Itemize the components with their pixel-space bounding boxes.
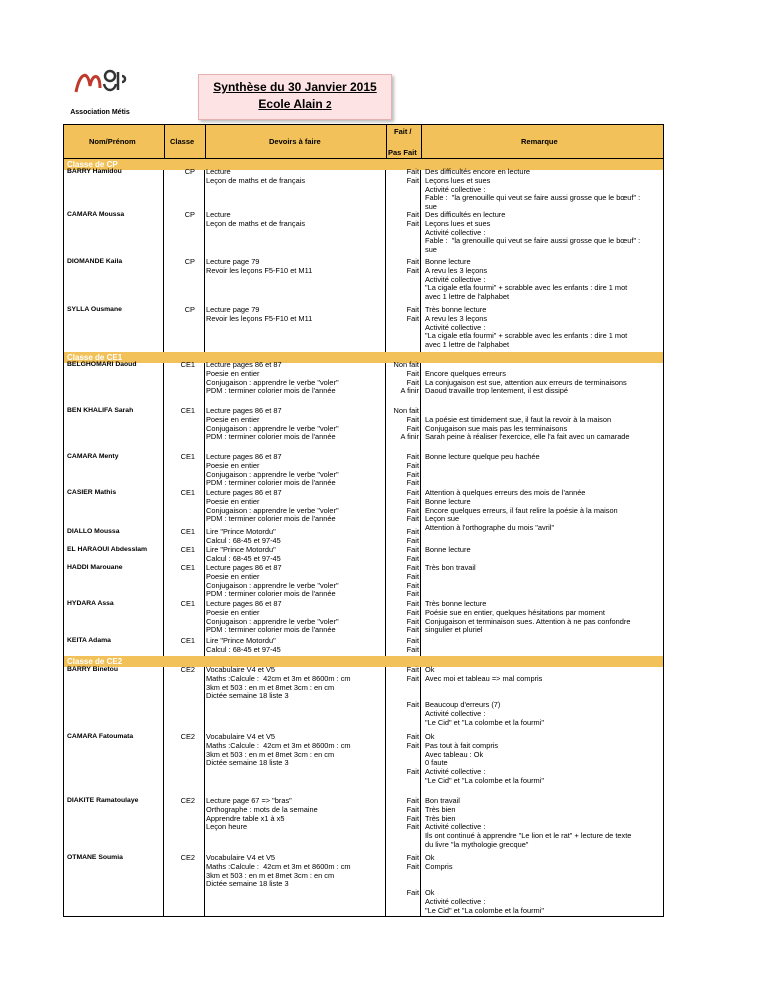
section-header: Classe de CE1: [63, 352, 664, 363]
col-class: Classe: [170, 137, 195, 146]
homework: Vocabulaire V4 et V5 Maths :Calcule : 42cm et 3m et 8600m : cm 3km et 503 : en m et 8met 3cm : en cm Dictée semaine 18 liste 3: [206, 732, 351, 768]
student-name: CAMARA Menty: [67, 453, 119, 460]
done-status: Fait Fait Fait: [406, 732, 419, 777]
done-status: Fait Fait: [406, 257, 419, 275]
student-class: CE2: [180, 732, 195, 741]
done-status: Fait Fait: [406, 167, 419, 185]
remark: Bonne lecture quelque peu hachée: [425, 452, 540, 461]
homework: Lecture pages 86 et 87 Poesie en entier Conjugaison : apprendre le verbe "voler" PDM : terminer colorier mois de l'année: [206, 360, 339, 396]
student-class: CP: [184, 257, 195, 266]
student-name: BARRY Binetou: [67, 666, 118, 673]
student-name: CAMARA Moussa: [67, 211, 125, 218]
remark: Des difficultés encore en lecture Leçons lues et sues Activité collective : Fable : "la grenouille qui veut se faire aussi grosse que le bœuf" : sue: [425, 167, 641, 212]
remark: Très bonne lecture A revu les 3 leçons Activité collective : "La cigale etla fourmi" + scrabble avec les enfants : dire 1 mot avec 1 lettre de l'alphabet: [425, 305, 628, 350]
student-name: DIALLO Moussa: [67, 528, 120, 535]
remark: Bonne lecture: [425, 545, 471, 554]
student-name: KEITA Adama: [67, 637, 111, 644]
section-header: Classe de CP: [63, 159, 664, 170]
remark: Très bon travail: [425, 563, 476, 572]
remark: La poésie est timidement sue, il faut la revoir à la maison Conjugaison sue mais pas les terminaisons Sarah peine à réaliser l'exercice, elle l'a fait avec un camarade: [425, 414, 630, 442]
homework: Lecture pages 86 et 87 Poesie en entier Conjugaison : apprendre le verbe "voler" PDM : terminer colorier mois de l'année: [206, 563, 339, 599]
col-done-bottom: Pas Fait: [388, 148, 417, 157]
remark: Très bonne lecture Poésie sue en entier, quelques hésitations par moment Conjugaison et terminaison sues. Attention à ne pas confondre singulier et pluriel: [425, 599, 631, 635]
homework: Lecture page 79 Revoir les leçons F5-F10 et M11: [206, 305, 313, 323]
done-status: Fait Fait Fait Fait: [406, 452, 419, 488]
organization-name: Association Métis: [70, 109, 130, 116]
done-status: Non fait Fait Fait A finir: [393, 360, 419, 396]
student-name: BELGHOMARI Daoud: [67, 361, 137, 368]
homework: Lecture Leçon de maths et de français: [206, 210, 306, 228]
remark: Ok Avec moi et tableau => mal compris Beaucoup d'erreurs (7) Activité collective : "Le Cid" et "La colombe et la fourmi": [425, 665, 544, 727]
title-school: Ecole Alain: [258, 97, 323, 111]
remark: Encore quelques erreurs La conjugaison est sue, attention aux erreurs de terminaisons Daoud travaille trop lentement, il est dissipé: [425, 368, 627, 396]
col-remark: Remarque: [521, 137, 558, 146]
done-status: Fait Fait: [406, 545, 419, 563]
student-class: CP: [184, 305, 195, 314]
homework: Lire "Prince Motordu" Calcul : 68-45 et 97-45: [206, 545, 281, 563]
homework: Lire "Prince Motordu" Calcul : 68-45 et 97-45: [206, 527, 281, 545]
student-class: CE1: [180, 599, 195, 608]
homework: Lecture pages 86 et 87 Poesie en entier Conjugaison : apprendre le verbe "voler" PDM : terminer colorier mois de l'année: [206, 488, 339, 524]
student-name: BARRY Hamidou: [67, 168, 122, 175]
col-done-top: Fait /: [394, 127, 412, 136]
homework: Vocabulaire V4 et V5 Maths :Calcule : 42cm et 3m et 8600m : cm 3km et 503 : en m et 8met 3cm : en cm Dictée semaine 18 liste 3: [206, 665, 351, 701]
homework: Lecture page 79 Revoir les leçons F5-F10 et M11: [206, 257, 313, 275]
student-class: CE1: [180, 563, 195, 572]
homework: Lecture Leçon de maths et de français: [206, 167, 306, 185]
homework: Vocabulaire V4 et V5 Maths :Calcule : 42cm et 3m et 8600m : cm 3km et 503 : en m et 8met 3cm : en cm Dictée semaine 18 liste 3: [206, 853, 351, 889]
student-name: DIAKITE Ramatoulaye: [67, 797, 139, 804]
student-name: HYDARA Assa: [67, 600, 114, 607]
remark: Bon travail Très bien Très bien Activité collective : Ils ont continué à apprendre "Le lion et le rat" + lecture de texte du livre "la mythologie grecque": [425, 796, 632, 849]
student-name: SYLLA Ousmane: [67, 306, 122, 313]
col-homework: Devoirs à faire: [269, 137, 321, 146]
done-status: Fait Fait: [406, 636, 419, 654]
student-name: HADDI Marouane: [67, 564, 123, 571]
student-class: CP: [184, 167, 195, 176]
done-status: Fait Fait Fait: [406, 853, 419, 898]
student-class: CE1: [180, 527, 195, 536]
section-header: Classe de CE2: [63, 656, 664, 667]
student-class: CE1: [180, 488, 195, 497]
student-name: DIOMANDE Kaila: [67, 258, 123, 265]
student-name: CAMARA Fatoumata: [67, 733, 134, 740]
remark: Attention à quelques erreurs des mois de l'année Bonne lecture Encore quelques erreurs, il faut relire la poésie à la maison Leçon sue Attention à l'orthographe du mois "avril": [425, 488, 618, 533]
homework: Lecture pages 86 et 87 Poesie en entier Conjugaison : apprendre le verbe "voler" PDM : terminer colorier mois de l'année: [206, 406, 339, 442]
homework: Lire "Prince Motordu" Calcul : 68-45 et 97-45: [206, 636, 281, 654]
done-status: Fait Fait: [406, 210, 419, 228]
done-status: Non fait Fait Fait A finir: [393, 406, 419, 442]
student-class: CE2: [180, 796, 195, 805]
metis-logo-icon: [70, 62, 130, 104]
done-status: Fait Fait: [406, 305, 419, 323]
student-class: CE1: [180, 636, 195, 645]
done-status: Fait Fait Fait Fait: [406, 488, 419, 524]
student-name: OTMANE Soumia: [67, 854, 123, 861]
association-logo: [60, 62, 140, 122]
student-class: CE2: [180, 853, 195, 862]
done-status: Fait Fait Fait: [406, 665, 419, 710]
homework: Lecture page 67 => "bras" Orthographe : mots de la semaine Apprendre table x1 à x5 Leçon heure: [206, 796, 318, 832]
remark: Bonne lecture A revu les 3 leçons Activité collective : "La cigale etla fourmi" + scrabble avec les enfants : dire 1 mot avec 1 lettre de l'alphabet: [425, 257, 628, 302]
student-class: CP: [184, 210, 195, 219]
homework: Lecture pages 86 et 87 Poesie en entier Conjugaison : apprendre le verbe "voler" PDM : terminer colorier mois de l'année: [206, 452, 339, 488]
done-status: Fait Fait Fait Fait: [406, 563, 419, 599]
student-class: CE2: [180, 665, 195, 674]
done-status: Fait Fait Fait Fait: [406, 796, 419, 832]
remark: Des difficultés en lecture Leçons lues et sues Activité collective : Fable : "la grenouille qui veut se faire aussi grosse que le bœuf" : sue: [425, 210, 641, 255]
student-class: CE1: [180, 406, 195, 415]
student-class: CE1: [180, 452, 195, 461]
table-header: [63, 124, 664, 159]
student-class: CE1: [180, 360, 195, 369]
page-title: [198, 74, 392, 120]
done-status: Fait Fait Fait Fait: [406, 599, 419, 635]
remark: Ok Pas tout à fait compris Avec tableau : Ok 0 faute Activité collective : "Le Cid" et "La colombe et la fourmi": [425, 732, 544, 785]
title-suffix: 2: [326, 100, 332, 111]
remark: Ok Compris Ok Activité collective : "Le Cid" et "La colombe et la fourmi": [425, 853, 544, 915]
title-line-1: Synthèse du 30 Janvier 2015: [213, 80, 377, 94]
done-status: Fait Fait: [406, 527, 419, 545]
student-name: CASIER Mathis: [67, 489, 117, 496]
homework: Lecture pages 86 et 87 Poesie en entier Conjugaison : apprendre le verbe "voler" PDM : terminer colorier mois de l'année: [206, 599, 339, 635]
student-name: BEN KHALIFA Sarah: [67, 407, 134, 414]
col-name: Nom/Prénom: [89, 137, 136, 146]
student-name: EL HARAOUI Abdesslam: [67, 546, 148, 553]
title-line-2: [199, 96, 391, 114]
student-class: CE1: [180, 545, 195, 554]
